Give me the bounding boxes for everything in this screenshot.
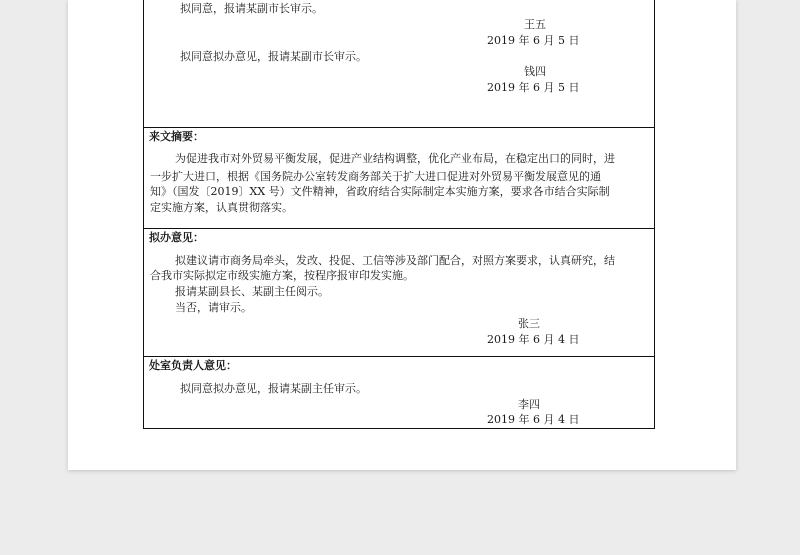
signer-date-wang-wu: 2019 年 6 月 5 日: [487, 34, 580, 47]
summary-line-1: 为促进我市对外贸易平衡发展，促进产业结构调整，优化产业布局，在稳定出口的同时，进: [175, 152, 615, 165]
approval-opinion-1: 拟同意，报请某副市长审示。: [180, 2, 323, 15]
division-head-section: [144, 356, 654, 429]
signer-name-li-si: 李四: [518, 398, 540, 411]
proposed-handling-label: 拟办意见：: [149, 231, 204, 244]
signer-name-zhang-san: 张三: [518, 317, 540, 330]
signer-date-qian-si: 2019 年 6 月 5 日: [487, 81, 580, 94]
leader-approval-section: [144, 0, 654, 127]
division-head-label: 处室负责人意见：: [149, 359, 237, 372]
summary-line-4: 定实施方案，认真贯彻落实。: [150, 201, 293, 214]
signer-date-li-si: 2019 年 6 月 4 日: [487, 413, 580, 426]
handling-line-2: 合我市实际拟定市级实施方案，按程序报审印发实施。: [150, 269, 414, 282]
signer-name-wang-wu: 王五: [524, 18, 546, 31]
handling-line-3: 报请某副县长、某副主任阅示。: [175, 285, 329, 298]
proposed-handling-section: [144, 228, 654, 356]
document-page: [68, 0, 736, 470]
summary-line-2: 一步扩大进口，根据《国务院办公室转发商务部关于扩大进口促进对外贸易平衡发展意见的通: [150, 170, 601, 183]
approval-opinion-2: 拟同意拟办意见，报请某副市长审示。: [180, 50, 367, 63]
summary-line-3: 知》（国发〔2019〕XX 号）文件精神，省政府结合实际制定本实施方案，要求各市结合实际制: [150, 185, 610, 198]
approval-form-table: [143, 0, 655, 429]
signer-date-zhang-san: 2019 年 6 月 4 日: [487, 333, 580, 346]
division-head-opinion-text: 拟同意拟办意见，报请某副主任审示。: [180, 382, 367, 395]
incoming-summary-label: 来文摘要：: [149, 130, 204, 143]
handling-line-1: 拟建议请市商务局牵头，发改、投促、工信等涉及部门配合，对照方案要求，认真研究，结: [175, 254, 615, 267]
signer-name-qian-si: 钱四: [524, 65, 546, 78]
incoming-summary-section: [144, 127, 654, 228]
handling-line-4: 当否，请审示。: [175, 301, 252, 314]
